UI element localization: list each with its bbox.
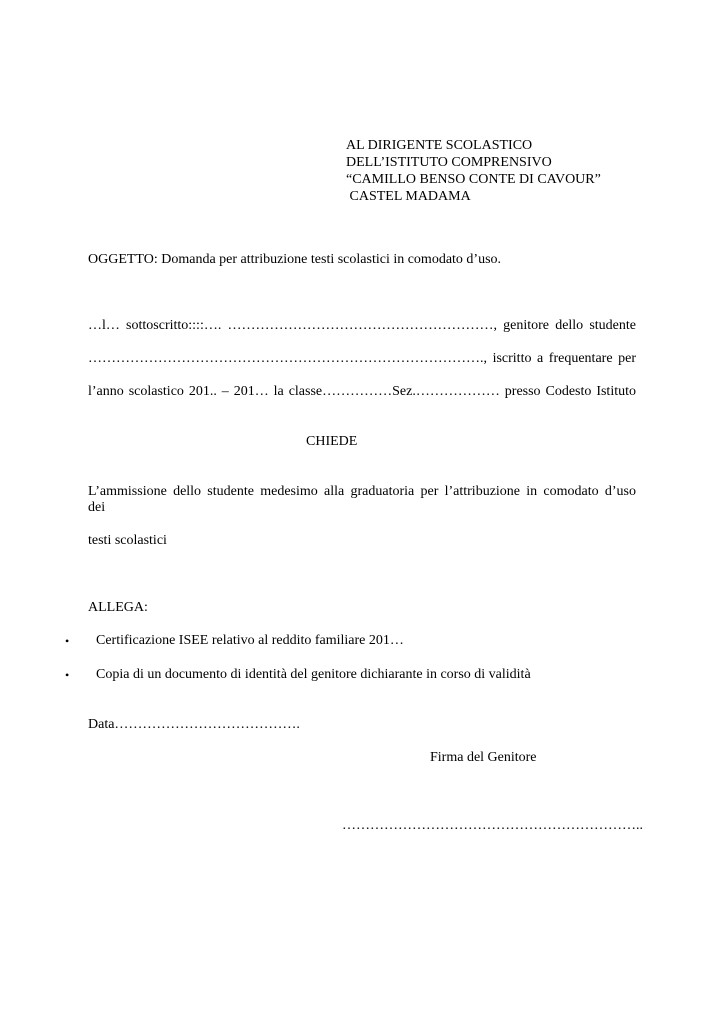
bullet-icon: • — [65, 668, 70, 682]
declaration-line-3: l’anno scolastico 201.. – 201… la classe……………Sez.……………… presso Codesto Istituto — [88, 384, 636, 399]
request-line-2: dei — [88, 500, 106, 515]
signature-line: ……………………………………………………….. — [342, 818, 643, 833]
attachments-heading: ALLEGA: — [88, 600, 148, 615]
declaration-line-1: …l… sottoscritto::::…. …………………………………………………, genitore dello studente — [88, 318, 636, 333]
recipient-line-1: AL DIRIGENTE SCOLASTICO — [346, 138, 533, 153]
recipient-address — [346, 137, 601, 205]
signature-label: Firma del Genitore — [430, 750, 537, 765]
recipient-line-3: “CAMILLO BENSO CONTE DI CAVOUR” — [346, 172, 601, 187]
attachment-item-2: Copia di un documento di identità del genitore dichiarante in corso di validità — [96, 667, 531, 682]
request-heading: CHIEDE — [306, 434, 358, 449]
subject-line: OGGETTO: Domanda per attribuzione testi scolastici in comodato d’uso. — [88, 252, 502, 267]
recipient-line-2: DELL’ISTITUTO COMPRENSIVO — [346, 155, 552, 170]
attachment-item-1: Certificazione ISEE relativo al reddito familiare 201… — [96, 633, 404, 648]
request-line-3: testi scolastici — [88, 533, 167, 548]
declaration-line-2: …………………………………………………………………………., iscritto a frequentare per — [88, 351, 636, 366]
request-line-1: L’ammissione dello studente medesimo alla graduatoria per l’attribuzione in comodato d’uso — [88, 484, 636, 499]
bullet-icon: • — [65, 634, 70, 648]
recipient-line-4: CASTEL MADAMA — [346, 189, 471, 204]
date-line: Data…………………………………. — [88, 717, 300, 732]
